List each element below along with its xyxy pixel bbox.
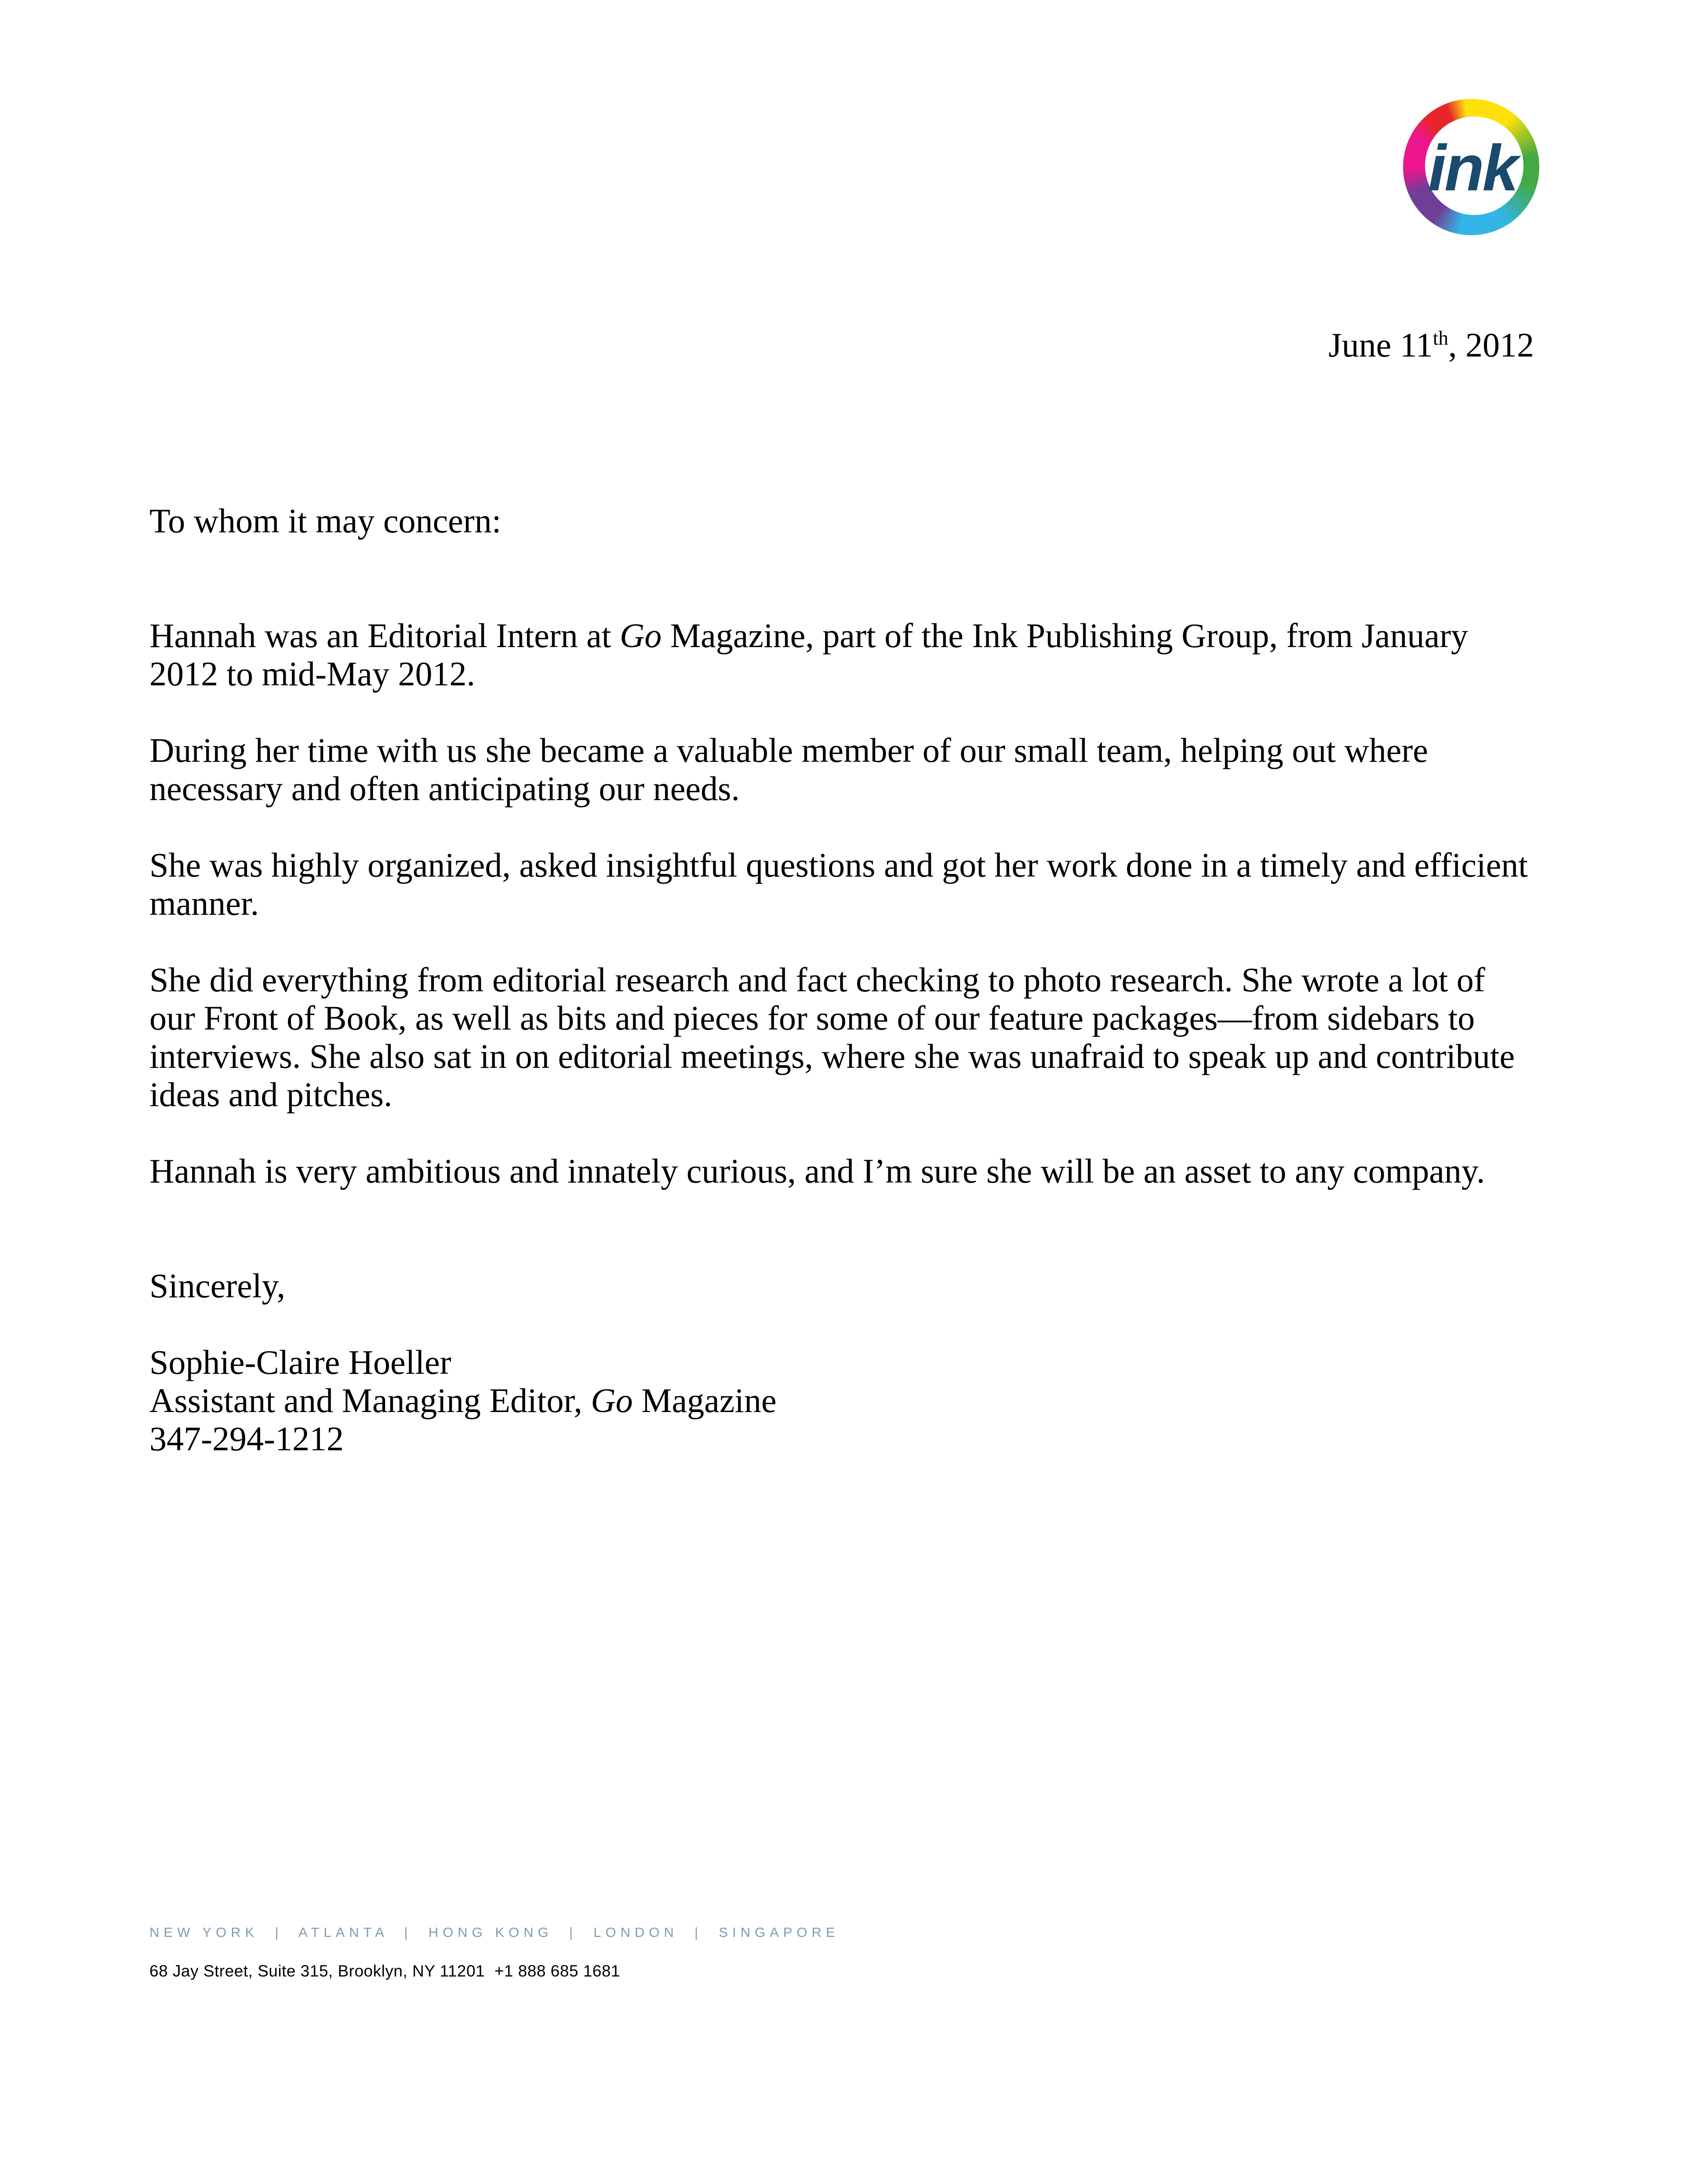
date-year: , 2012 (1448, 326, 1534, 364)
salutation: To whom it may concern: (149, 502, 502, 540)
body-paragraph-3: She was highly organized, asked insightful questions and got her work done in a timely and efficient manner. (149, 846, 1528, 922)
letter-body (149, 0, 1534, 1458)
ink-logo-text: ink (1428, 132, 1517, 204)
date-ordinal: th (1432, 327, 1448, 349)
signature-title-cont: Magazine (633, 1381, 777, 1420)
body-paragraph-4: She did everything from editorial research and fact checking to photo research. She wrote a lot of our Front of Book, as well as bits and pieces for some of our feature packages—from sidebars to interviews. She also sat in on editorial meetings, where she was unafraid to speak up and contribute ideas and pitches. (149, 961, 1515, 1114)
body-paragraph-1 (149, 616, 1534, 693)
signature-go-italic: Go (591, 1381, 633, 1420)
paragraph-1-text: Hannah was an Editorial Intern at (149, 616, 620, 655)
date-day: June 11 (1328, 326, 1433, 364)
letterhead-footer (149, 1907, 840, 1998)
body-paragraph-5: Hannah is very ambitious and innately curious, and I’m sure she will be an asset to any company. (149, 1152, 1485, 1190)
signature-phone: 347-294-1212 (149, 1420, 344, 1458)
date-line (149, 326, 1534, 364)
footer-address-phone: 68 Jay Street, Suite 315, Brooklyn, NY 11201 +1 888 685 1681 (149, 1962, 620, 1980)
closing-sincerely: Sincerely, (149, 1267, 285, 1305)
go-magazine-italic: Go (619, 616, 662, 655)
paragraph-1-text-cont: Magazine, part of the Ink Publishing Group, from January 2012 to mid-May 2012. (149, 616, 1469, 693)
signature-title-text: Assistant and Managing Editor, (149, 1381, 591, 1420)
footer-office-cities: NEW YORK | ATLANTA | HONG KONG | LONDON | SINGAPORE (149, 1925, 840, 1940)
body-paragraph-2: During her time with us she became a valuable member of our small team, helping out where necessary and often anticipating our needs. (149, 731, 1428, 808)
signature-name: Sophie-Claire Hoeller (149, 1343, 451, 1381)
signature-title (149, 1381, 1534, 1420)
